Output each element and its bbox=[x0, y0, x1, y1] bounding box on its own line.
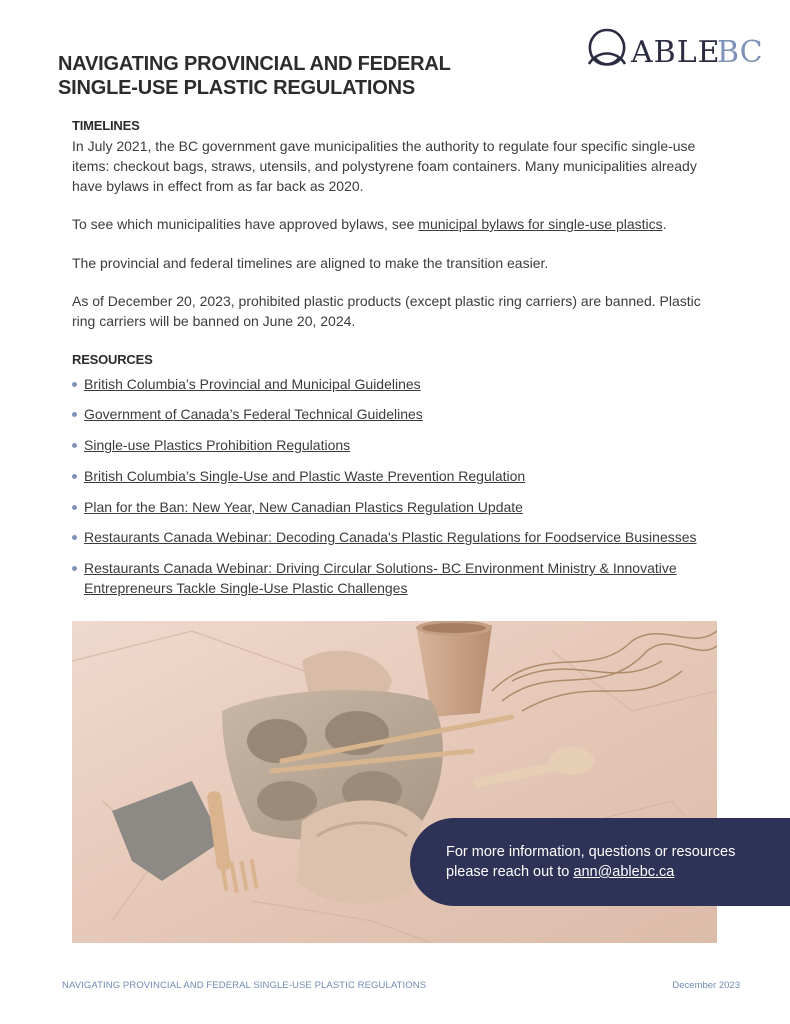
callout-line2 bbox=[446, 862, 790, 882]
bullet-icon bbox=[72, 566, 77, 571]
footer-date: December 2023 bbox=[672, 980, 740, 991]
timelines-heading: TIMELINES bbox=[72, 118, 140, 133]
bullet-icon bbox=[72, 474, 77, 479]
callout-line2-prefix: please reach out to bbox=[446, 864, 574, 880]
bullet-icon bbox=[72, 535, 77, 540]
resource-link-bc-waste-regulation[interactable]: British Columbia’s Single-Use and Plastic Waste Prevention Regulation bbox=[84, 468, 526, 484]
bullet-icon bbox=[72, 505, 77, 510]
bullet-icon bbox=[72, 382, 77, 387]
contact-callout bbox=[410, 818, 790, 906]
timelines-paragraph-2-prefix: To see which municipalities have approved bylaws, see bbox=[72, 216, 419, 232]
timelines-paragraph-2 bbox=[72, 214, 712, 234]
timelines-paragraph-1: In July 2021, the BC government gave municipalities the authority to regulate four specific single-use items: checkout bags, straws, utensils, and polystyrene foam containers. Many municipalities already have bylaws in effect from as far back as 2020. bbox=[72, 138, 697, 194]
page-title-line1: NAVIGATING PROVINCIAL AND FEDERAL bbox=[58, 53, 451, 75]
resource-link-bc-guidelines[interactable]: British Columbia’s Provincial and Municipal Guidelines bbox=[84, 376, 421, 392]
resource-link-webinar-decoding[interactable]: Restaurants Canada Webinar: Decoding Canada's Plastic Regulations for Foodservice Businesses bbox=[84, 529, 697, 545]
resource-link-federal-guidelines[interactable]: Government of Canada’s Federal Technical Guidelines bbox=[84, 406, 423, 422]
page-title bbox=[58, 52, 538, 100]
resources-heading: RESOURCES bbox=[72, 352, 153, 367]
logo-bc-text: BC bbox=[717, 35, 763, 70]
timelines-paragraph-2-suffix: . bbox=[662, 216, 667, 232]
footer-title: NAVIGATING PROVINCIAL AND FEDERAL SINGLE-USE PLASTIC REGULATIONS bbox=[62, 980, 427, 991]
resource-link-webinar-circular[interactable]: Restaurants Canada Webinar: Driving Circular Solutions- BC Environment Ministry & Innovative Entrepreneurs Tackle Single-Use Plastic Challenges bbox=[84, 560, 677, 596]
page-title-line2: SINGLE-USE PLASTIC REGULATIONS bbox=[58, 77, 415, 99]
logo-knot-icon bbox=[581, 24, 635, 72]
timelines-paragraph-3: The provincial and federal timelines are aligned to make the transition easier. bbox=[72, 255, 549, 271]
bullet-icon bbox=[72, 443, 77, 448]
ablebc-logo bbox=[581, 24, 761, 72]
bullet-icon bbox=[72, 412, 77, 417]
contact-email-link[interactable]: ann@ablebc.ca bbox=[573, 864, 675, 880]
timelines-paragraph-4: As of December 20, 2023, prohibited plastic products (except plastic ring carriers) are banned. Plastic ring carriers will be banned on June 20, 2024. bbox=[72, 293, 701, 329]
resource-link-prohibition-regulations[interactable]: Single-use Plastics Prohibition Regulations bbox=[84, 437, 351, 453]
logo-able-text: ABLE bbox=[631, 35, 721, 70]
municipal-bylaws-link[interactable]: municipal bylaws for single-use plastics bbox=[418, 216, 663, 232]
resource-link-plan-for-the-ban[interactable]: Plan for the Ban: New Year, New Canadian Plastics Regulation Update bbox=[84, 499, 523, 515]
callout-line1: For more information, questions or resources bbox=[446, 844, 736, 860]
